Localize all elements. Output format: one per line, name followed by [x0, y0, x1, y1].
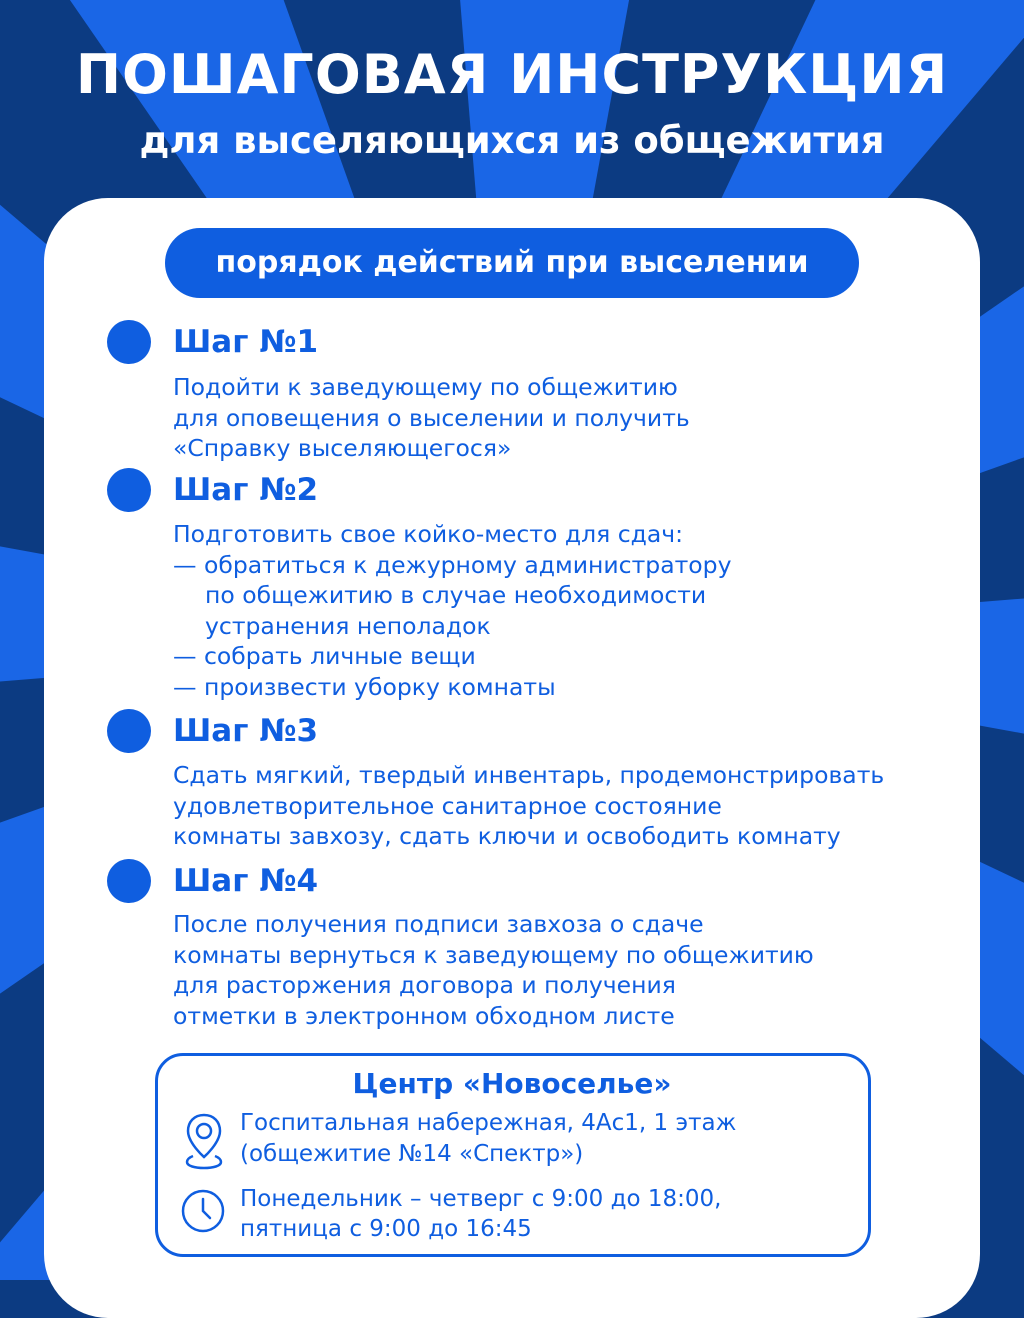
step-2-line: — произвести уборку комнаты [173, 672, 556, 701]
step-3-line: комнаты завхозу, сдать ключи и освободить комнату [173, 822, 841, 850]
section-pill: порядок действий при выселении [165, 228, 859, 298]
hours-line-1: Понедельник – четверг с 9:00 до 18:00, [240, 1186, 722, 1212]
page-title: ПОШАГОВАЯ ИНСТРУКЦИЯ [75, 43, 949, 106]
step-2-line: Подготовить свое койко-место для сдач: [173, 520, 684, 548]
step-1-bullet [107, 320, 151, 364]
step-4-line: комнаты вернуться к заведующему по общежитию [173, 940, 814, 969]
step-3-text [173, 760, 884, 852]
step-1-title: Шаг №1 [173, 324, 319, 360]
step-4-line: для расторжения договора и получения [173, 971, 676, 999]
step-2-line: — собрать личные вещи [173, 642, 476, 670]
step-2-line: по общежитию в случае необходимости [205, 581, 707, 609]
step-1-line: для оповещения о выселении и получить [173, 403, 690, 432]
step-1-text [173, 372, 690, 464]
step-2-line: устранения неполадок [205, 611, 491, 640]
step-3-line: Сдать мягкий, твердый инвентарь, продемонстрировать [173, 761, 885, 789]
clock-icon [180, 1188, 226, 1234]
step-1-line: Подойти к заведующему по общежитию [173, 373, 678, 401]
step-1-line: «Справку выселяющегося» [173, 434, 512, 462]
step-3-title: Шаг №3 [173, 713, 319, 749]
map-pin-icon [184, 1112, 224, 1170]
address-line-2: (общежитие №14 «Спектр») [240, 1141, 584, 1167]
step-4-text [173, 909, 814, 1031]
step-2-bullet [107, 468, 151, 512]
step-2-title: Шаг №2 [173, 472, 319, 508]
step-4-line: После получения подписи завхоза о сдаче [173, 910, 704, 938]
step-3-bullet [107, 709, 151, 753]
page-subtitle: для выселяющихся из общежития [139, 119, 885, 162]
step-4-bullet [107, 859, 151, 903]
address-line-1: Госпитальная набережная, 4Ас1, 1 этаж [240, 1110, 737, 1136]
hours-line-2: пятница с 9:00 до 16:45 [240, 1216, 532, 1242]
step-3-line: удовлетворительное санитарное состояние [173, 791, 722, 820]
info-title: Центр «Новоселье» [352, 1067, 672, 1100]
step-2-line: — обратиться к дежурному администратору [173, 550, 732, 579]
step-4-line: отметки в электронном обходном листе [173, 1001, 675, 1030]
step-4-title: Шаг №4 [173, 863, 319, 899]
step-2-text [173, 519, 732, 702]
